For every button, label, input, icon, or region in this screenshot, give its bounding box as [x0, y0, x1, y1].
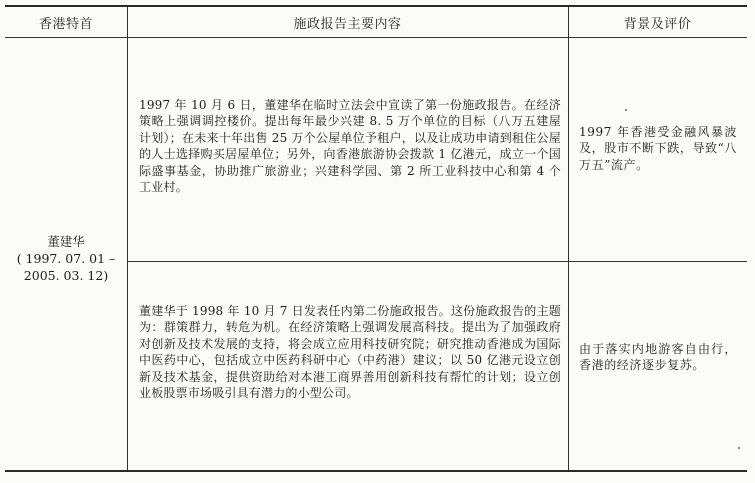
term-dates-end: 2005. 03. 12) — [23, 268, 109, 283]
chief-executive-cell — [5, 233, 127, 284]
policy-content-row-2: 董建华于 1998 年 10 月 7 日发表任内第二份施政报告。这份施政报告的主题为：群策群力，转危为机。在经济策略上强调发展高科技。提出为了加强政府对创新及技术发展的支持，将会成立应用科技研究院；研究推动香港成为国际中医药中心，包括成立中医药科研中心（中药港）建议；以 50 亿港元设立创新及技术基金，提供资助给对本港工商界善用创新科技有帮忙的计划；设立创业板股票市场吸引具有潜力的小型公司。 — [139, 304, 561, 401]
scan-speck — [738, 447, 740, 449]
evaluation-row-1: 1997 年香港受金融风暴波及，股市不断下跌，导致“八万五”流产。 — [579, 125, 737, 172]
header-divider — [5, 37, 747, 38]
term-dates-start: ( 1997. 07. 01 – — [16, 251, 116, 266]
row-divider — [127, 261, 747, 262]
policy-address-table — [5, 5, 747, 472]
evaluation-row-2: 由于落实内地游客自由行，香港的经济逐步复苏。 — [579, 342, 737, 373]
column-divider — [127, 7, 128, 470]
header-policy-content: 施政报告主要内容 — [293, 16, 402, 32]
header-chief-executive: 香港特首 — [38, 16, 93, 32]
chief-executive-name: 董建华 — [47, 234, 85, 249]
header-background-evaluation: 背景及评价 — [623, 16, 692, 32]
column-divider — [568, 7, 569, 470]
scan-speck — [625, 109, 627, 111]
policy-content-row-1: 1997 年 10 月 6 日，董建华在临时立法会中宣读了第一份施政报告。在经济策略上强调调控楼价。提出每年最少兴建 8. 5 万个单位的目标（八万五建屋计划）；在未来十年出售 25 万个公屋单位予租户，以及让成功申请到租住公屋的人士选择购买居屋单位；另外，向香港旅游协会拨款 1 亿港元，成立一个国际盛事基金，协助推广旅游业；兴建科学园、第 2 所工业科技中心和第 4 个工业村。 — [139, 98, 561, 195]
